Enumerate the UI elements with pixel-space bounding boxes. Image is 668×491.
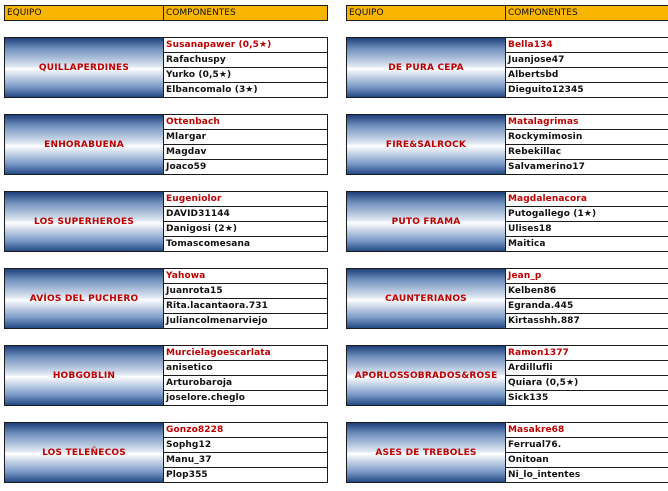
team-member: Maitica [508, 239, 546, 249]
team-row [346, 345, 668, 406]
team-members [506, 423, 668, 482]
team-member: Juliancolmenarviejo [166, 316, 268, 326]
team-member: Putogallego (1★) [506, 207, 668, 222]
team-member: Manu_37 [164, 453, 327, 468]
team-member: Onitoan [506, 453, 668, 468]
team-member: Salvamerino17 [508, 162, 586, 172]
team-members [506, 269, 668, 328]
team-member: Sick135 [508, 393, 549, 403]
team-name: LOS SUPERHEROES [5, 192, 164, 251]
team-captain: Ramon1377 [506, 346, 668, 361]
team-member: Ferrual76. [506, 438, 668, 453]
team-member: Arturobaroja [164, 376, 327, 391]
team-members [164, 269, 327, 328]
team-members [506, 346, 668, 405]
team-member: Joaco59 [166, 162, 207, 172]
team-name: DE PURA CEPA [347, 38, 506, 97]
table-header [346, 5, 668, 21]
team-captain: Eugeniolor [164, 192, 327, 207]
table-header [4, 5, 328, 21]
team-members [164, 115, 327, 174]
team-member: DAVID31144 [164, 207, 327, 222]
team-member: Danigosi (2★) [164, 222, 327, 237]
header-team: EQUIPO [5, 6, 164, 20]
team-captain: Yahowa [164, 269, 327, 284]
team-captain: Masakre68 [506, 423, 668, 438]
header-team: EQUIPO [347, 6, 506, 20]
team-members [506, 38, 668, 97]
team-name: QUILLAPERDINES [5, 38, 164, 97]
team-member: Dieguito12345 [508, 85, 584, 95]
team-name: ENHORABUENA [5, 115, 164, 174]
team-member: Juanrota15 [164, 284, 327, 299]
team-row [346, 37, 668, 98]
team-name: LOS TELEÑECOS [5, 423, 164, 482]
team-row [346, 268, 668, 329]
team-member: Kirtasshh.887 [508, 316, 580, 326]
team-members [164, 423, 327, 482]
team-member: Rafachuspy [164, 53, 327, 68]
team-members [164, 38, 327, 97]
team-row [4, 37, 328, 98]
left-column [4, 5, 328, 480]
team-name: CAUNTERIANOS [347, 269, 506, 328]
team-row [346, 114, 668, 175]
team-captain: Ottenbach [164, 115, 327, 130]
team-members [164, 346, 327, 405]
team-row [346, 422, 668, 483]
team-captain: Matalagrimas [506, 115, 668, 130]
team-members [164, 192, 327, 251]
team-member: Elbancomalo (3★) [166, 85, 258, 95]
team-member: Plop355 [166, 470, 208, 480]
team-captain: Bella134 [506, 38, 668, 53]
team-captain: Jean_p [506, 269, 668, 284]
team-member: Rockymimosin [506, 130, 668, 145]
team-captain: Susanapawer (0,5★) [164, 38, 327, 53]
team-member: Rebekillac [506, 145, 668, 160]
team-member: Sophg12 [164, 438, 327, 453]
team-name: APORLOSSOBRADOS&ROSE [347, 346, 506, 405]
team-member: Albertsbd [506, 68, 668, 83]
team-member: Ni_lo_intentes [508, 470, 581, 480]
right-column [346, 5, 668, 480]
team-member: Quiara (0,5★) [506, 376, 668, 391]
team-member: Ulises18 [506, 222, 668, 237]
team-captain: Magdalenacora [506, 192, 668, 207]
team-captain: Murcielagoescarlata [164, 346, 327, 361]
team-name: ASES DE TREBOLES [347, 423, 506, 482]
team-members [506, 115, 668, 174]
team-name: PUTO FRAMA [347, 192, 506, 251]
team-row [4, 422, 328, 483]
team-name: AVÍOS DEL PUCHERO [5, 269, 164, 328]
header-members: COMPONENTES [508, 8, 578, 18]
team-member: Kelben86 [506, 284, 668, 299]
team-name: FIRE&SALROCK [347, 115, 506, 174]
team-member: Egranda.445 [506, 299, 668, 314]
team-captain: Gonzo8228 [164, 423, 327, 438]
team-row [4, 268, 328, 329]
team-member: joselore.cheglo [166, 393, 246, 403]
team-member: Tomascomesana [166, 239, 251, 249]
team-member: Magdav [164, 145, 327, 160]
team-name: HOBGOBLIN [5, 346, 164, 405]
team-row [346, 191, 668, 252]
team-member: Rita.lacantaora.731 [164, 299, 327, 314]
team-member: Juanjose47 [506, 53, 668, 68]
team-row [4, 114, 328, 175]
team-member: Ardillufli [506, 361, 668, 376]
team-member: Yurko (0,5★) [164, 68, 327, 83]
team-row [4, 191, 328, 252]
team-row [4, 345, 328, 406]
team-member: anisetico [164, 361, 327, 376]
team-member: Mlargar [164, 130, 327, 145]
header-members: COMPONENTES [166, 8, 236, 18]
team-members [506, 192, 668, 251]
